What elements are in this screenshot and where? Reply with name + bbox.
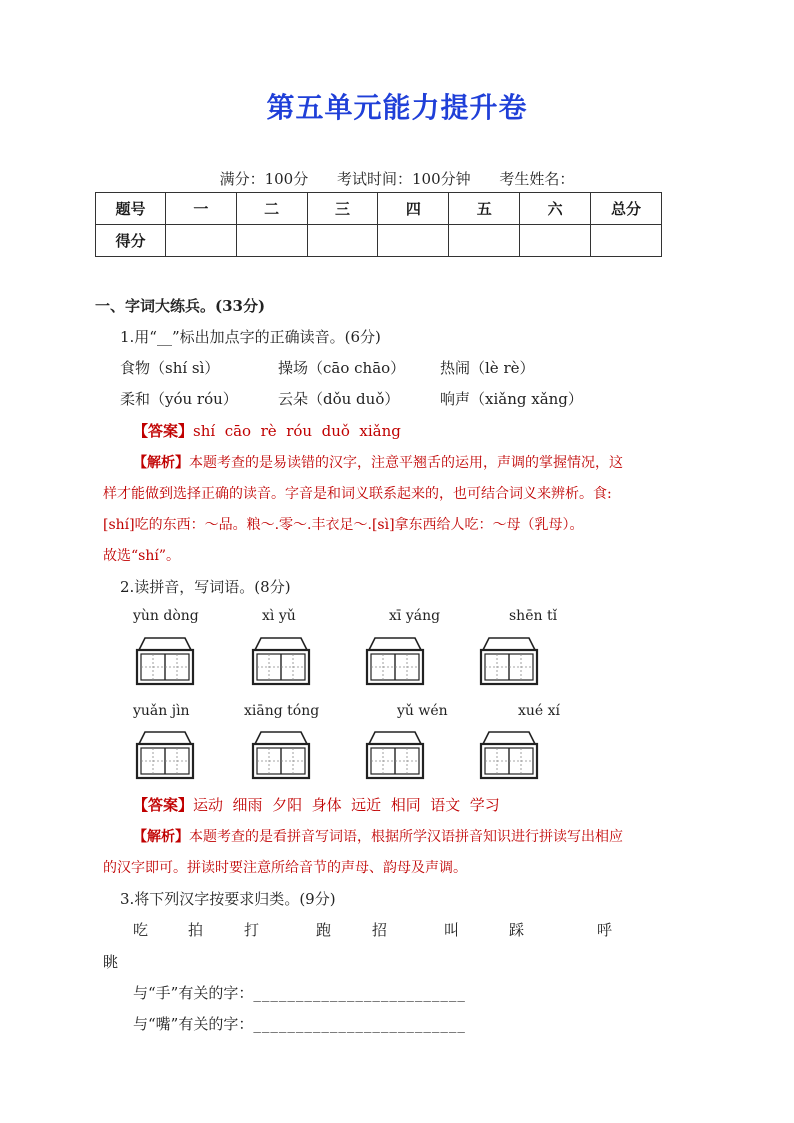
header-cell: 六	[520, 193, 591, 225]
analysis-tag: 【解析】	[133, 829, 189, 845]
q3-char: 踩	[509, 921, 525, 939]
score-cell[interactable]	[378, 225, 449, 257]
pinyin-label: yuǎn jìn	[133, 703, 190, 719]
analysis-line: 样才能做到选择正确的读音。字音是和词义联系起来的，也可结合词义来辨析。食:	[103, 486, 612, 502]
header-cell: 一	[165, 193, 236, 225]
q3-char: 跑	[316, 921, 332, 939]
q2-analysis	[133, 826, 623, 846]
score-cell[interactable]	[591, 225, 662, 257]
q1-answer	[133, 420, 401, 441]
writing-box[interactable]	[477, 636, 541, 686]
header-cell: 总分	[591, 193, 662, 225]
writing-box[interactable]	[133, 730, 197, 780]
score-cell[interactable]	[165, 225, 236, 257]
header-cell: 二	[236, 193, 307, 225]
pinyin-label: xì yǔ	[262, 608, 296, 624]
score-table	[95, 192, 662, 257]
full-score: 满分：100分	[219, 170, 309, 188]
q1-analysis	[133, 452, 623, 472]
header-cell: 五	[449, 193, 520, 225]
q3-hand-row	[133, 982, 466, 1003]
page-title: 第五单元能力提升卷	[266, 91, 528, 124]
answer-text: 运动 细雨 夕阳 身体 远近 相同 语文 学习	[193, 796, 500, 814]
score-table-score-row	[96, 225, 662, 257]
header-cell: 题号	[96, 193, 166, 225]
student-name-label: 考生姓名：	[499, 170, 575, 188]
writing-box[interactable]	[477, 730, 541, 780]
section-heading: 一、字词大练兵。(33分)	[95, 297, 266, 315]
score-cell[interactable]	[520, 225, 591, 257]
q2-prompt: 2.读拼音，写词语。(8分)	[120, 578, 291, 596]
score-cell[interactable]	[236, 225, 307, 257]
q1-item: 云朵（dǒu duǒ）	[278, 390, 400, 408]
writing-box[interactable]	[249, 730, 313, 780]
q1-item: 操场（cāo chāo）	[278, 359, 406, 377]
mouth-answer-blank[interactable]: _________________________	[253, 1015, 466, 1033]
pinyin-label: xué xí	[518, 703, 561, 719]
mouth-label: 与“嘴”有关的字：	[133, 1015, 254, 1033]
exam-time: 考试时间：100分钟	[336, 170, 471, 188]
header-cell: 四	[378, 193, 449, 225]
writing-box[interactable]	[249, 636, 313, 686]
q1-item: 食物（shí sì）	[120, 359, 220, 377]
analysis-line: [shí]吃的东西：～品。粮～.零～.丰衣足～.[sì]拿东西给人吃：～母（乳母）。	[103, 517, 584, 533]
q3-char: 呼	[597, 921, 613, 939]
q3-prompt: 3.将下列汉字按要求归类。(9分)	[120, 890, 336, 908]
pinyin-label: xiāng tóng	[244, 703, 320, 719]
writing-box[interactable]	[363, 636, 427, 686]
answer-tag: 【答案】	[133, 796, 194, 814]
q3-mouth-row	[133, 1013, 466, 1034]
q1-item: 响声（xiǎng xǎng）	[440, 390, 583, 408]
pinyin-label: xī yáng	[389, 608, 441, 624]
analysis-tag: 【解析】	[133, 455, 189, 471]
writing-box[interactable]	[133, 636, 197, 686]
exam-info	[0, 168, 794, 189]
q1-prompt: 1.用“__”标出加点字的正确读音。(6分)	[120, 328, 381, 346]
q1-item: 柔和（yóu róu）	[120, 390, 238, 408]
q3-char: 招	[372, 921, 388, 939]
q2-answer	[133, 794, 500, 815]
q3-char: 打	[244, 921, 260, 939]
pinyin-label: yǔ wén	[397, 703, 448, 719]
q1-item: 热闹（lè rè）	[440, 359, 535, 377]
analysis-text: 本题考查的是易读错的汉字，注意平翘舌的运用，声调的掌握情况，这	[189, 455, 623, 471]
score-table-header-row	[96, 193, 662, 225]
hand-answer-blank[interactable]: _________________________	[253, 984, 466, 1002]
answer-tag: 【答案】	[133, 422, 194, 440]
q3-char: 拍	[188, 921, 204, 939]
score-cell[interactable]	[307, 225, 378, 257]
q3-char: 叫	[444, 921, 460, 939]
analysis-line: 的汉字即可。拼读时要注意所给音节的声母、韵母及声调。	[103, 860, 467, 876]
writing-box[interactable]	[363, 730, 427, 780]
header-cell: 三	[307, 193, 378, 225]
q3-char: 眺	[103, 953, 119, 971]
pinyin-label: shēn tǐ	[509, 608, 558, 624]
score-cell[interactable]	[449, 225, 520, 257]
analysis-line: 故选“shí”。	[103, 548, 180, 564]
row-label: 得分	[96, 225, 166, 257]
q3-char: 吃	[133, 921, 149, 939]
hand-label: 与“手”有关的字：	[133, 984, 254, 1002]
pinyin-label: yùn dòng	[133, 608, 199, 624]
analysis-text: 本题考查的是看拼音写词语，根据所学汉语拼音知识进行拼读写出相应	[189, 829, 623, 845]
answer-text: shí cāo rè róu duǒ xiǎng	[193, 422, 401, 440]
